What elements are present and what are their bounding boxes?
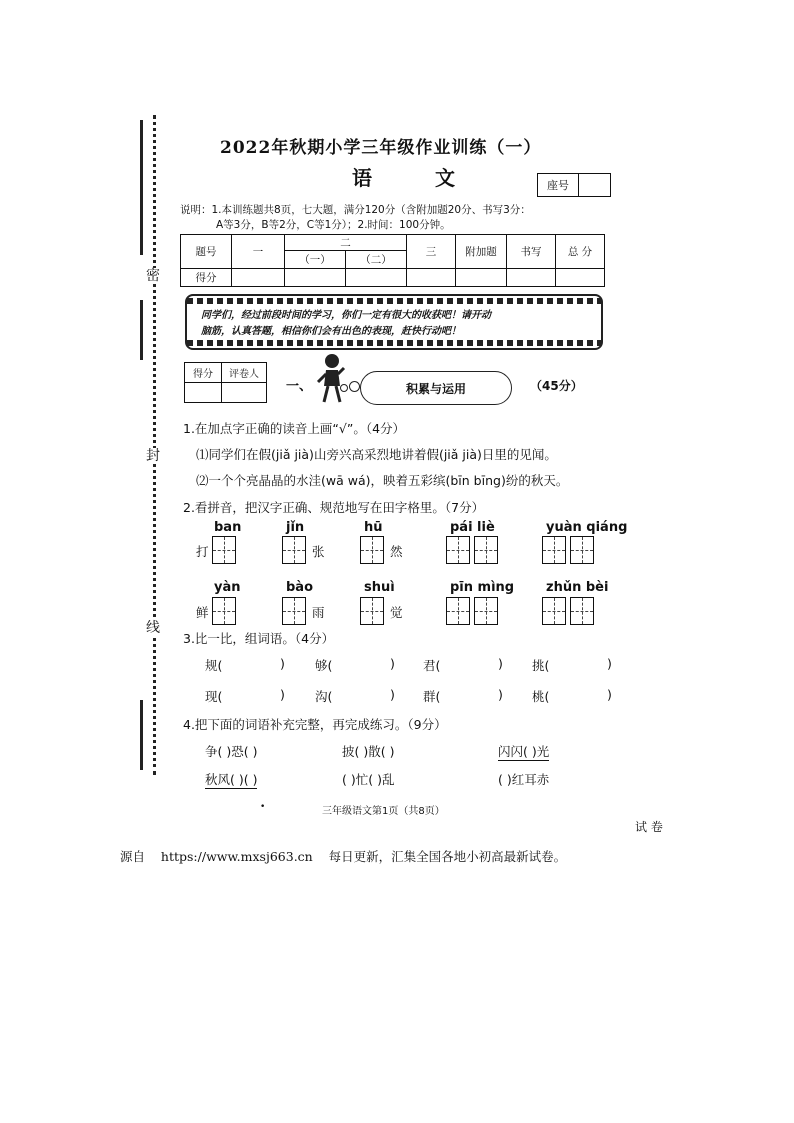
writing-grid-cell[interactable] xyxy=(446,536,470,564)
notes-line-1: 说明：1.本训练题共8页，七大题，满分120分（含附加题20分、书写3分： xyxy=(180,204,531,216)
score-cell[interactable] xyxy=(346,269,407,287)
q3-word-blank[interactable]: 群( xyxy=(423,689,441,704)
score-header-total: 总 分 xyxy=(556,235,605,269)
q2-prompt: 2.看拼音，把汉字正确、规范地写在田字格里。（7分） xyxy=(183,500,485,515)
writing-grid-cell[interactable] xyxy=(570,536,594,564)
q1-sentence-1: ⑴同学们在假(jiǎ jià)山旁兴高采烈地讲着假(jiǎ jià)日里的见闻。 xyxy=(196,447,557,462)
grader-box xyxy=(184,362,267,403)
exam-subject: 语 文 xyxy=(352,166,483,190)
source-line xyxy=(120,847,566,865)
footer-mark: • xyxy=(260,802,266,812)
pinyin-label: pīn mìng xyxy=(450,580,515,595)
binding-line xyxy=(140,300,143,360)
q3-word-blank[interactable]: 规( xyxy=(205,658,223,673)
q3-close-paren: ) xyxy=(390,687,395,702)
score-cell[interactable] xyxy=(556,269,605,287)
writing-grid-cell[interactable] xyxy=(570,597,594,625)
q3-close-paren: ) xyxy=(498,656,503,671)
banner-line-2: 脑筋，认真答题，相信你们会有出色的表现，赶快行动吧！ xyxy=(201,326,461,337)
seat-number-box xyxy=(537,173,611,197)
writing-grid-cell[interactable] xyxy=(542,597,566,625)
q4-idiom-3[interactable]: 闪闪( )光 xyxy=(498,744,550,759)
grid-suffix-char: 雨 xyxy=(312,605,325,620)
exam-tag: 试 卷 xyxy=(635,820,663,834)
q3-word-blank[interactable]: 君( xyxy=(423,658,441,673)
pinyin-label: ban xyxy=(214,520,242,535)
q1-prompt: 1.在加点字正确的读音上画“√”。（4分） xyxy=(183,421,406,436)
writing-grid-cell[interactable] xyxy=(212,597,236,625)
score-cell[interactable] xyxy=(456,269,507,287)
cloud-puff xyxy=(340,384,348,392)
score-header-2: 二 xyxy=(285,235,407,251)
writing-grid-cell[interactable] xyxy=(474,597,498,625)
pinyin-label: yàn xyxy=(214,580,241,595)
grid-prefix-char: 鲜 xyxy=(196,605,209,620)
section-1-points: （45分） xyxy=(530,379,583,393)
writing-grid-cell[interactable] xyxy=(360,597,384,625)
score-cell[interactable] xyxy=(407,269,456,287)
notes-line-2: A等3分，B等2分，C等1分）；2.时间：100分钟。 xyxy=(216,219,451,231)
section-1-cloud xyxy=(360,371,512,405)
exam-title: 2022年秋期小学三年级作业训练（一） xyxy=(220,138,542,158)
grid-suffix-char: 觉 xyxy=(390,605,403,620)
seat-number-field[interactable] xyxy=(579,174,610,196)
pinyin-label: hū xyxy=(364,520,383,535)
q3-word-blank[interactable]: 够( xyxy=(315,658,333,673)
banner-text xyxy=(201,308,591,340)
score-cell[interactable] xyxy=(285,269,346,287)
encouragement-banner xyxy=(185,294,603,350)
q4-idiom-2[interactable]: 披( )散( ) xyxy=(342,744,395,759)
grid-prefix-char: 打 xyxy=(196,544,209,559)
writing-grid-cell[interactable] xyxy=(360,536,384,564)
q4-idiom-4[interactable]: 秋风( )( ) xyxy=(205,772,258,787)
grader-name-label: 评卷人 xyxy=(222,363,267,383)
q3-word-blank[interactable]: 现( xyxy=(205,689,223,704)
score-row-label: 得分 xyxy=(181,269,232,287)
seal-char-feng: 封 xyxy=(146,448,160,464)
grader-score-field[interactable] xyxy=(185,383,222,403)
q3-close-paren: ) xyxy=(390,656,395,671)
q3-close-paren: ) xyxy=(607,687,612,702)
score-header-extra: 附加题 xyxy=(456,235,507,269)
source-description: 每日更新，汇集全国各地小初高最新试卷。 xyxy=(328,849,567,864)
pinyin-label: pái liè xyxy=(450,520,495,535)
grader-score-label: 得分 xyxy=(185,363,222,383)
running-child-icon xyxy=(312,352,348,408)
exam-notes xyxy=(180,203,610,233)
banner-top-decoration xyxy=(187,298,601,304)
seal-char-mi: 密 xyxy=(146,268,160,284)
q4-prompt: 4.把下面的词语补充完整，再完成练习。（9分） xyxy=(183,717,447,732)
writing-grid-cell[interactable] xyxy=(446,597,470,625)
q3-close-paren: ) xyxy=(280,687,285,702)
writing-grid-cell[interactable] xyxy=(212,536,236,564)
pinyin-label: yuàn qiáng xyxy=(546,520,628,535)
q3-word-blank[interactable]: 挑( xyxy=(532,658,550,673)
writing-grid-cell[interactable] xyxy=(474,536,498,564)
score-header-3: 三 xyxy=(407,235,456,269)
score-header-writing: 书写 xyxy=(507,235,556,269)
score-cell[interactable] xyxy=(507,269,556,287)
q3-word-blank[interactable]: 桃( xyxy=(532,689,550,704)
seat-number-label: 座号 xyxy=(538,174,579,196)
pinyin-label: zhǔn bèi xyxy=(546,580,609,595)
grader-name-field[interactable] xyxy=(222,383,267,403)
pinyin-label: jǐn xyxy=(286,520,305,535)
grid-suffix-char: 张 xyxy=(312,544,325,559)
section-1-name: 积累与运用 xyxy=(405,381,466,396)
source-url-link[interactable]: https://www.mxsj663.cn xyxy=(160,849,313,864)
binding-dotted-line xyxy=(153,115,156,775)
seal-char-xian: 线 xyxy=(146,620,160,636)
q1-sentence-2: ⑵一个个亮晶晶的水洼(wā wá)，映着五彩缤(bīn bīng)纷的秋天。 xyxy=(196,473,569,488)
binding-line xyxy=(140,700,143,770)
q3-close-paren: ) xyxy=(280,656,285,671)
banner-line-1: 同学们，经过前段时间的学习，你们一定有很大的收获吧！请开动 xyxy=(201,310,491,321)
score-header-1: 一 xyxy=(232,235,285,269)
q3-close-paren: ) xyxy=(498,687,503,702)
binding-line xyxy=(140,120,143,255)
q3-prompt: 3.比一比，组词语。（4分） xyxy=(183,631,335,646)
page-number: 三年级语文第1页（共8页） xyxy=(322,806,445,817)
banner-bottom-decoration xyxy=(187,340,601,346)
q4-idiom-1[interactable]: 争( )恐( ) xyxy=(205,744,258,759)
score-table xyxy=(180,234,605,287)
score-cell[interactable] xyxy=(232,269,285,287)
q4-idiom-6[interactable]: ( )红耳赤 xyxy=(498,772,550,787)
score-header-2a: （一） xyxy=(285,251,346,269)
writing-grid-cell[interactable] xyxy=(282,597,306,625)
grid-suffix-char: 然 xyxy=(390,544,403,559)
writing-grid-cell[interactable] xyxy=(542,536,566,564)
writing-grid-cell[interactable] xyxy=(282,536,306,564)
cloud-puff xyxy=(349,381,360,392)
score-header-2b: （二） xyxy=(346,251,407,269)
source-label: 源自 xyxy=(120,849,146,864)
q3-close-paren: ) xyxy=(607,656,612,671)
section-1-number: 一、 xyxy=(286,379,313,394)
q4-idiom-5[interactable]: ( )忙( )乱 xyxy=(342,772,395,787)
q3-word-blank[interactable]: 沟( xyxy=(315,689,333,704)
pinyin-label: bào xyxy=(286,580,314,595)
score-header-num: 题号 xyxy=(181,235,232,269)
pinyin-label: shuì xyxy=(364,580,395,595)
